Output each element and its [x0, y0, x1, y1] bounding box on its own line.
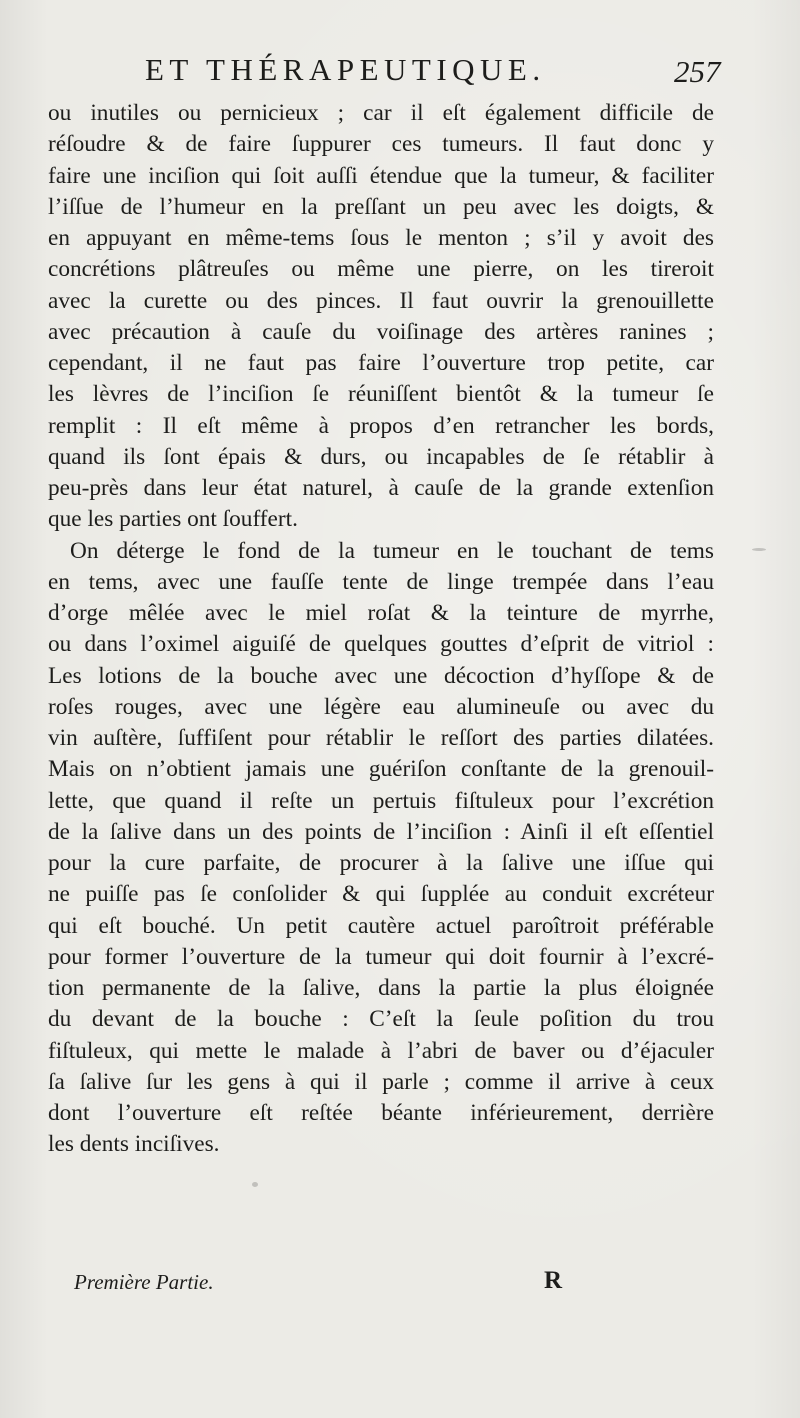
text-line: en appuyant en même-tems ſous le menton ; s’il y avoit des: [48, 225, 714, 251]
paragraph-1: [48, 98, 714, 536]
page-footer: [0, 1267, 800, 1310]
ink-smudge: [752, 548, 766, 551]
text-line: d’orge mêlée avec le miel roſat & la teinture de myrrhe,: [48, 600, 714, 626]
running-head: [0, 52, 800, 92]
text-line: roſes rouges, avec une légère eau alumineuſe ou avec du: [48, 693, 714, 720]
text-line: l’iſſue de l’humeur en la preſſant un peu avec les doigts, &: [48, 193, 714, 220]
text-line: remplit : Il eſt même à propos d’en retrancher les bords,: [48, 412, 714, 439]
text-line: réſoudre & de faire ſuppurer ces tumeurs. Il faut donc y: [48, 131, 714, 158]
paragraph-2: [48, 536, 714, 1161]
text-line: quand ils ſont épais & durs, ou incapables de ſe rétablir à: [48, 443, 714, 470]
text-line: qui eſt bouché. Un petit cautère actuel paroîtroit préférable: [48, 912, 714, 939]
text-line: peu-près dans leur état naturel, à cauſe de la grande extenſion: [48, 475, 714, 501]
body-text: [48, 98, 714, 1161]
text-line: ou dans l’oximel aiguiſé de quelques gouttes d’eſprit de vitriol :: [48, 631, 714, 658]
text-line: en tems, avec une fauſſe tente de linge trempée dans l’eau: [48, 568, 714, 595]
text-line: Mais on n’obtient jamais une guériſon conſtante de la grenouil-: [48, 756, 714, 783]
text-line: pour la cure parfaite, de procurer à la ſalive une iſſue qui: [48, 850, 714, 876]
text-line: tion permanente de la ſalive, dans la partie la plus éloignée: [48, 975, 714, 1001]
part-title: Première Partie.: [74, 1270, 214, 1294]
text-line: pour former l’ouverture de la tumeur qui doit fournir à l’excré-: [48, 943, 714, 970]
ink-smudge: [252, 1182, 258, 1187]
running-title: ET THÉRAPEUTIQUE.: [145, 52, 546, 87]
text-line: du devant de la bouche : C’eſt la ſeule poſition du trou: [48, 1006, 714, 1033]
text-line: dont l’ouverture eſt reſtée béante inférieurement, derrière: [48, 1100, 714, 1126]
text-line: les dents inciſives.: [48, 1131, 220, 1158]
text-line: Les lotions de la bouche avec une décoction d’hyſſope & de: [48, 662, 714, 689]
text-line: ne puiſſe pas ſe conſolider & qui ſupplée au conduit excréteur: [48, 881, 714, 908]
text-line: concrétions plâtreuſes ou même une pierre, on les tireroit: [48, 256, 714, 283]
text-line: avec la curette ou des pinces. Il faut ouvrir la grenouillette: [48, 287, 714, 314]
text-line: On déterge le fond de la tumeur en le touchant de tems: [70, 537, 714, 564]
text-line: faire une inciſion qui ſoit auſſi étendue que la tumeur, & faciliter: [48, 162, 714, 189]
signature-mark: R: [544, 1267, 563, 1294]
page-number: 257: [674, 54, 721, 89]
text-line: de la ſalive dans un des points de l’inciſion : Ainſi il eſt eſſentiel: [48, 818, 714, 845]
text-line: vin auſtère, ſuffiſent pour rétablir le reſſort des parties dilatées.: [48, 725, 714, 751]
text-line: que les parties ont ſouffert.: [48, 506, 298, 533]
text-line: les lèvres de l’inciſion ſe réuniſſent bientôt & la tumeur ſe: [48, 381, 714, 408]
text-line: avec précaution à cauſe du voiſinage des artères ranines ;: [48, 318, 714, 345]
text-line: ou inutiles ou pernicieux ; car il eſt également difficile de: [48, 100, 714, 126]
text-line: ſa ſalive ſur les gens à qui il parle ; comme il arrive à ceux: [48, 1068, 714, 1095]
text-line: fiſtuleux, qui mette le malade à l’abri de baver ou d’éjaculer: [48, 1037, 714, 1064]
text-line: lette, que quand il reſte un pertuis fiſtuleux pour l’excrétion: [48, 787, 714, 814]
text-line: cependant, il ne faut pas faire l’ouverture trop petite, car: [48, 350, 714, 376]
